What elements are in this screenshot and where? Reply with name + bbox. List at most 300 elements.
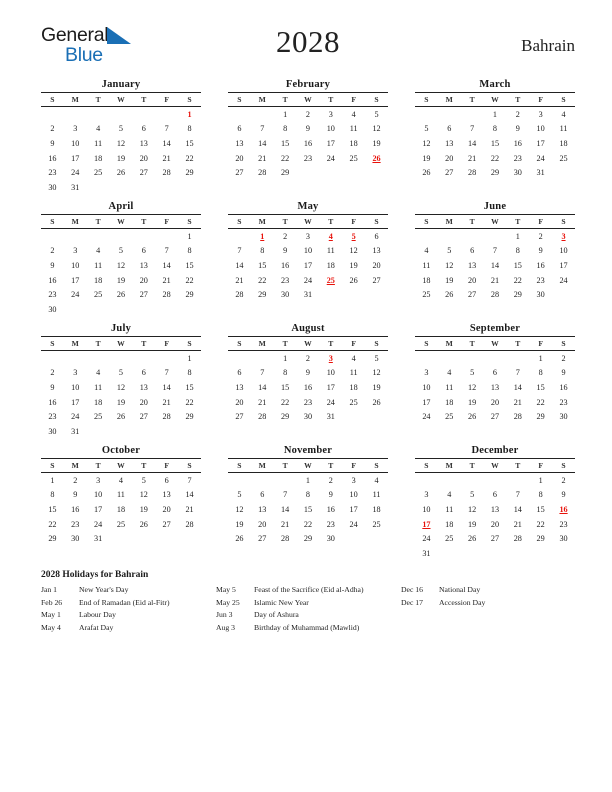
day-cell[interactable]: 2	[328, 475, 333, 485]
day-cell[interactable]: 1	[50, 475, 55, 485]
day-cell[interactable]: 15	[48, 504, 57, 514]
day-cell[interactable]: 20	[490, 519, 500, 529]
day-cell[interactable]: 21	[162, 275, 171, 285]
day-cell[interactable]: 21	[258, 397, 267, 407]
day-cell[interactable]: 27	[162, 519, 171, 529]
day-cell[interactable]: 14	[258, 382, 267, 392]
day-cell[interactable]: 16	[281, 260, 290, 270]
day-cell[interactable]: 23	[559, 397, 568, 407]
day-cell[interactable]: 6	[164, 475, 169, 485]
day-cell[interactable]: 14	[162, 260, 171, 270]
day-cell[interactable]: 19	[372, 382, 381, 392]
day-cell[interactable]: 31	[536, 168, 545, 178]
day-cell[interactable]: 25	[94, 168, 103, 178]
day-cell[interactable]: 9	[538, 246, 543, 256]
day-cell[interactable]: 15	[536, 504, 545, 514]
day-cell[interactable]: 2	[73, 475, 78, 485]
day-cell[interactable]: 12	[468, 504, 477, 514]
day-cell[interactable]: 18	[94, 153, 103, 163]
day-cell[interactable]: 16	[71, 504, 80, 514]
day-cell[interactable]: 25	[94, 290, 103, 300]
day-cell[interactable]: 4	[424, 246, 429, 256]
day-cell[interactable]: 5	[447, 246, 452, 256]
day-cell[interactable]: 1	[305, 475, 310, 485]
day-cell[interactable]: 11	[326, 246, 335, 256]
day-cell[interactable]: 19	[445, 275, 454, 285]
day-cell[interactable]: 15	[185, 260, 194, 270]
day-cell[interactable]: 31	[303, 290, 313, 300]
day-cell[interactable]: 13	[139, 382, 148, 392]
day-cell[interactable]: 6	[141, 246, 146, 256]
day-cell[interactable]: 9	[50, 138, 55, 148]
day-cell[interactable]: 3	[538, 109, 543, 119]
day-cell[interactable]: 24	[71, 290, 80, 300]
day-cell[interactable]: 13	[235, 382, 244, 392]
day-cell[interactable]: 26	[372, 397, 381, 407]
day-cell[interactable]: 17	[349, 504, 358, 514]
day-cell[interactable]: 28	[490, 290, 500, 300]
day-cell[interactable]: 9	[73, 490, 78, 500]
day-cell[interactable]: 10	[71, 260, 80, 270]
day-cell[interactable]: 20	[468, 275, 477, 285]
day-cell[interactable]: 2	[561, 353, 566, 363]
day-cell[interactable]: 21	[513, 519, 522, 529]
day-cell[interactable]: 5	[118, 368, 123, 378]
day-cell[interactable]: 31	[71, 182, 80, 192]
day-cell-holiday[interactable]: 3	[561, 231, 566, 241]
day-cell[interactable]: 7	[164, 246, 169, 256]
day-cell[interactable]: 25	[349, 153, 358, 163]
day-cell[interactable]: 17	[94, 504, 103, 514]
day-cell[interactable]: 19	[235, 519, 244, 529]
day-cell-holiday[interactable]: 5	[351, 231, 356, 241]
day-cell[interactable]: 14	[162, 382, 171, 392]
day-cell[interactable]: 15	[185, 382, 194, 392]
day-cell[interactable]: 27	[235, 412, 244, 422]
day-cell[interactable]: 19	[422, 153, 431, 163]
day-cell[interactable]: 6	[492, 368, 497, 378]
day-cell[interactable]: 9	[50, 382, 55, 392]
day-cell[interactable]: 23	[303, 153, 313, 163]
day-cell[interactable]: 22	[281, 153, 290, 163]
day-cell[interactable]: 28	[513, 534, 522, 544]
day-cell[interactable]: 1	[187, 231, 192, 241]
day-cell[interactable]: 18	[445, 519, 454, 529]
day-cell[interactable]: 23	[303, 397, 313, 407]
day-cell[interactable]: 1	[492, 109, 497, 119]
day-cell[interactable]: 6	[237, 368, 242, 378]
day-cell[interactable]: 22	[536, 397, 545, 407]
day-cell[interactable]: 23	[48, 290, 57, 300]
day-cell[interactable]: 9	[328, 490, 333, 500]
day-cell-holiday[interactable]: 25	[326, 275, 335, 285]
day-cell[interactable]: 27	[139, 412, 148, 422]
day-cell[interactable]: 10	[326, 368, 335, 378]
day-cell[interactable]: 18	[94, 397, 103, 407]
day-cell[interactable]: 25	[559, 153, 568, 163]
day-cell[interactable]: 28	[258, 412, 267, 422]
day-cell[interactable]: 2	[50, 246, 55, 256]
day-cell[interactable]: 23	[48, 412, 57, 422]
day-cell[interactable]: 24	[71, 412, 80, 422]
day-cell[interactable]: 30	[281, 290, 290, 300]
day-cell[interactable]: 20	[372, 260, 381, 270]
day-cell[interactable]: 19	[116, 397, 126, 407]
day-cell[interactable]: 18	[559, 138, 568, 148]
day-cell[interactable]: 9	[561, 490, 566, 500]
day-cell[interactable]: 2	[305, 353, 310, 363]
day-cell[interactable]: 21	[258, 153, 267, 163]
day-cell[interactable]: 18	[349, 382, 358, 392]
day-cell[interactable]: 3	[424, 490, 429, 500]
day-cell[interactable]: 26	[468, 534, 477, 544]
day-cell[interactable]: 20	[258, 519, 267, 529]
day-cell[interactable]: 19	[116, 275, 126, 285]
day-cell[interactable]: 12	[422, 138, 431, 148]
day-cell[interactable]: 9	[305, 368, 310, 378]
day-cell[interactable]: 31	[326, 412, 335, 422]
day-cell[interactable]: 4	[447, 368, 452, 378]
day-cell[interactable]: 19	[349, 260, 358, 270]
day-cell[interactable]: 12	[445, 260, 454, 270]
day-cell[interactable]: 8	[538, 490, 543, 500]
day-cell[interactable]: 25	[94, 412, 103, 422]
day-cell[interactable]: 12	[372, 124, 381, 134]
day-cell[interactable]: 12	[116, 382, 126, 392]
day-cell[interactable]: 10	[94, 490, 103, 500]
day-cell[interactable]: 27	[235, 168, 244, 178]
day-cell[interactable]: 16	[48, 275, 57, 285]
day-cell[interactable]: 22	[185, 275, 194, 285]
day-cell[interactable]: 4	[96, 246, 101, 256]
day-cell[interactable]: 20	[139, 397, 148, 407]
day-cell[interactable]: 20	[445, 153, 454, 163]
day-cell[interactable]: 10	[536, 124, 545, 134]
day-cell[interactable]: 17	[303, 260, 313, 270]
day-cell[interactable]: 12	[372, 368, 381, 378]
day-cell[interactable]: 14	[513, 382, 522, 392]
day-cell[interactable]: 25	[445, 534, 454, 544]
day-cell[interactable]: 26	[116, 290, 126, 300]
day-cell[interactable]: 3	[73, 124, 78, 134]
day-cell[interactable]: 10	[71, 382, 80, 392]
day-cell[interactable]: 25	[116, 519, 126, 529]
day-cell[interactable]: 8	[305, 490, 310, 500]
day-cell[interactable]: 18	[116, 504, 126, 514]
day-cell[interactable]: 23	[326, 519, 335, 529]
day-cell[interactable]: 15	[185, 138, 194, 148]
day-cell[interactable]: 5	[118, 246, 123, 256]
day-cell[interactable]: 28	[162, 412, 171, 422]
day-cell[interactable]: 24	[94, 519, 103, 529]
day-cell[interactable]: 23	[71, 519, 80, 529]
day-cell[interactable]: 22	[185, 397, 194, 407]
day-cell[interactable]: 27	[258, 534, 267, 544]
day-cell[interactable]: 24	[71, 168, 80, 178]
day-cell[interactable]: 24	[303, 275, 313, 285]
day-cell[interactable]: 29	[536, 412, 545, 422]
day-cell[interactable]: 15	[281, 138, 290, 148]
day-cell[interactable]: 13	[139, 138, 148, 148]
day-cell[interactable]: 11	[372, 490, 381, 500]
day-cell[interactable]: 28	[513, 412, 522, 422]
day-cell[interactable]: 16	[513, 138, 522, 148]
day-cell[interactable]: 6	[260, 490, 265, 500]
day-cell[interactable]: 6	[492, 490, 497, 500]
day-cell[interactable]: 3	[73, 368, 78, 378]
day-cell[interactable]: 22	[303, 519, 313, 529]
day-cell[interactable]: 12	[139, 490, 148, 500]
day-cell[interactable]: 4	[447, 490, 452, 500]
day-cell[interactable]: 22	[48, 519, 57, 529]
day-cell[interactable]: 4	[96, 124, 101, 134]
day-cell[interactable]: 16	[303, 382, 313, 392]
day-cell[interactable]: 20	[235, 153, 244, 163]
day-cell[interactable]: 2	[283, 231, 288, 241]
day-cell[interactable]: 3	[305, 231, 310, 241]
day-cell[interactable]: 25	[372, 519, 381, 529]
day-cell[interactable]: 28	[281, 534, 290, 544]
day-cell[interactable]: 21	[185, 504, 194, 514]
day-cell[interactable]: 18	[326, 260, 335, 270]
day-cell[interactable]: 14	[281, 504, 290, 514]
day-cell[interactable]: 30	[559, 534, 568, 544]
day-cell[interactable]: 13	[139, 260, 148, 270]
day-cell[interactable]: 19	[139, 504, 148, 514]
day-cell[interactable]: 30	[71, 534, 80, 544]
day-cell[interactable]: 18	[445, 397, 454, 407]
day-cell[interactable]: 18	[372, 504, 381, 514]
day-cell[interactable]: 7	[164, 124, 169, 134]
day-cell[interactable]: 2	[561, 475, 566, 485]
day-cell[interactable]: 26	[468, 412, 477, 422]
day-cell[interactable]: 14	[513, 504, 522, 514]
day-cell-holiday[interactable]: 26	[372, 153, 381, 163]
day-cell[interactable]: 10	[303, 246, 313, 256]
day-cell[interactable]: 11	[94, 382, 103, 392]
day-cell[interactable]: 18	[422, 275, 431, 285]
day-cell[interactable]: 14	[235, 260, 244, 270]
day-cell-holiday[interactable]: 17	[422, 519, 431, 529]
day-cell[interactable]: 12	[468, 382, 477, 392]
day-cell[interactable]: 24	[326, 153, 335, 163]
day-cell[interactable]: 17	[71, 153, 80, 163]
day-cell[interactable]: 11	[422, 260, 431, 270]
day-cell[interactable]: 13	[490, 382, 500, 392]
day-cell[interactable]: 15	[258, 260, 267, 270]
day-cell[interactable]: 29	[185, 412, 194, 422]
day-cell[interactable]: 20	[139, 275, 148, 285]
day-cell[interactable]: 4	[96, 368, 101, 378]
day-cell[interactable]: 12	[116, 260, 126, 270]
day-cell-holiday[interactable]: 1	[260, 231, 265, 241]
day-cell[interactable]: 8	[538, 368, 543, 378]
day-cell[interactable]: 11	[349, 124, 358, 134]
day-cell[interactable]: 6	[447, 124, 452, 134]
day-cell[interactable]: 11	[94, 260, 103, 270]
day-cell[interactable]: 7	[470, 124, 475, 134]
day-cell[interactable]: 23	[513, 153, 522, 163]
day-cell[interactable]: 29	[185, 290, 194, 300]
day-cell[interactable]: 7	[492, 246, 497, 256]
day-cell[interactable]: 24	[422, 534, 431, 544]
day-cell[interactable]: 2	[538, 231, 543, 241]
day-cell[interactable]: 4	[351, 109, 356, 119]
day-cell[interactable]: 1	[187, 353, 192, 363]
day-cell[interactable]: 23	[281, 275, 290, 285]
day-cell[interactable]: 5	[374, 353, 379, 363]
day-cell[interactable]: 10	[326, 124, 335, 134]
day-cell[interactable]: 23	[48, 168, 57, 178]
day-cell[interactable]: 29	[281, 168, 290, 178]
day-cell[interactable]: 29	[48, 534, 57, 544]
day-cell[interactable]: 3	[424, 368, 429, 378]
day-cell[interactable]: 13	[468, 260, 477, 270]
day-cell[interactable]: 26	[116, 412, 126, 422]
day-cell[interactable]: 17	[326, 138, 335, 148]
day-cell[interactable]: 28	[235, 290, 244, 300]
day-cell[interactable]: 20	[162, 504, 171, 514]
day-cell[interactable]: 2	[50, 368, 55, 378]
day-cell[interactable]: 21	[162, 397, 171, 407]
day-cell[interactable]: 31	[71, 426, 80, 436]
day-cell[interactable]: 30	[559, 412, 568, 422]
day-cell[interactable]: 10	[559, 246, 568, 256]
day-cell[interactable]: 5	[470, 490, 475, 500]
day-cell[interactable]: 16	[48, 397, 57, 407]
day-cell[interactable]: 8	[187, 368, 192, 378]
day-cell[interactable]: 25	[422, 290, 431, 300]
day-cell[interactable]: 10	[422, 382, 431, 392]
day-cell[interactable]: 20	[235, 397, 244, 407]
day-cell[interactable]: 3	[328, 109, 333, 119]
day-cell[interactable]: 17	[559, 260, 568, 270]
day-cell[interactable]: 11	[559, 124, 568, 134]
day-cell[interactable]: 27	[372, 275, 381, 285]
day-cell[interactable]: 9	[561, 368, 566, 378]
day-cell[interactable]: 16	[536, 260, 545, 270]
day-cell[interactable]: 22	[258, 275, 267, 285]
day-cell[interactable]: 5	[118, 124, 123, 134]
day-cell[interactable]: 12	[349, 246, 358, 256]
day-cell[interactable]: 1	[538, 475, 543, 485]
day-cell[interactable]: 14	[185, 490, 194, 500]
day-cell[interactable]: 13	[372, 246, 381, 256]
day-cell[interactable]: 8	[515, 246, 520, 256]
day-cell[interactable]: 8	[187, 246, 192, 256]
day-cell[interactable]: 16	[326, 504, 335, 514]
day-cell[interactable]: 16	[48, 153, 57, 163]
day-cell[interactable]: 27	[468, 290, 477, 300]
day-cell[interactable]: 10	[71, 138, 80, 148]
day-cell[interactable]: 24	[326, 397, 335, 407]
day-cell[interactable]: 31	[422, 548, 431, 558]
day-cell[interactable]: 21	[513, 397, 522, 407]
day-cell[interactable]: 19	[372, 138, 381, 148]
day-cell[interactable]: 2	[305, 109, 310, 119]
day-cell[interactable]: 4	[351, 353, 356, 363]
day-cell[interactable]: 19	[468, 397, 477, 407]
day-cell[interactable]: 8	[187, 124, 192, 134]
day-cell[interactable]: 20	[139, 153, 148, 163]
day-cell[interactable]: 28	[468, 168, 477, 178]
day-cell[interactable]: 6	[141, 124, 146, 134]
day-cell[interactable]: 6	[141, 368, 146, 378]
day-cell[interactable]: 27	[490, 412, 500, 422]
day-cell[interactable]: 21	[235, 275, 244, 285]
day-cell[interactable]: 3	[351, 475, 356, 485]
day-cell[interactable]: 7	[515, 368, 520, 378]
day-cell[interactable]: 4	[561, 109, 566, 119]
day-cell[interactable]: 1	[515, 231, 520, 241]
day-cell[interactable]: 1	[538, 353, 543, 363]
day-cell[interactable]: 28	[162, 290, 171, 300]
day-cell[interactable]: 14	[490, 260, 500, 270]
day-cell[interactable]: 21	[490, 275, 500, 285]
day-cell[interactable]: 13	[445, 138, 454, 148]
day-cell[interactable]: 13	[235, 138, 244, 148]
day-cell[interactable]: 8	[283, 124, 288, 134]
day-cell[interactable]: 24	[559, 275, 568, 285]
day-cell[interactable]: 16	[559, 382, 568, 392]
day-cell[interactable]: 15	[281, 382, 290, 392]
day-cell[interactable]: 23	[536, 275, 545, 285]
day-cell[interactable]: 6	[470, 246, 475, 256]
day-cell[interactable]: 5	[424, 124, 429, 134]
day-cell[interactable]: 2	[515, 109, 520, 119]
day-cell[interactable]: 26	[116, 168, 126, 178]
day-cell[interactable]: 30	[326, 534, 335, 544]
day-cell[interactable]: 26	[349, 275, 358, 285]
day-cell[interactable]: 22	[185, 153, 194, 163]
day-cell-holiday[interactable]: 16	[559, 504, 568, 514]
day-cell[interactable]: 5	[470, 368, 475, 378]
day-cell[interactable]: 4	[118, 475, 123, 485]
day-cell[interactable]: 1	[283, 353, 288, 363]
day-cell[interactable]: 29	[303, 534, 313, 544]
day-cell[interactable]: 21	[162, 153, 171, 163]
day-cell[interactable]: 8	[260, 246, 265, 256]
day-cell[interactable]: 18	[94, 275, 103, 285]
day-cell[interactable]: 26	[139, 519, 148, 529]
day-cell[interactable]: 7	[164, 368, 169, 378]
day-cell[interactable]: 3	[96, 475, 101, 485]
day-cell[interactable]: 6	[237, 124, 242, 134]
day-cell[interactable]: 27	[139, 168, 148, 178]
day-cell[interactable]: 14	[162, 138, 171, 148]
day-cell[interactable]: 12	[116, 138, 126, 148]
day-cell[interactable]: 15	[303, 504, 313, 514]
day-cell[interactable]: 30	[48, 182, 57, 192]
day-cell[interactable]: 11	[445, 382, 454, 392]
day-cell[interactable]: 28	[258, 168, 267, 178]
day-cell[interactable]: 27	[139, 290, 148, 300]
day-cell[interactable]: 29	[258, 290, 267, 300]
day-cell[interactable]: 30	[513, 168, 522, 178]
day-cell[interactable]: 11	[445, 504, 454, 514]
day-cell[interactable]: 27	[445, 168, 454, 178]
day-cell-holiday[interactable]: 1	[187, 109, 192, 119]
day-cell[interactable]: 14	[468, 138, 477, 148]
day-cell[interactable]: 24	[422, 412, 431, 422]
day-cell[interactable]: 13	[490, 504, 500, 514]
day-cell[interactable]: 9	[50, 260, 55, 270]
day-cell[interactable]: 15	[513, 260, 522, 270]
day-cell[interactable]: 24	[349, 519, 358, 529]
day-cell[interactable]: 29	[185, 168, 194, 178]
day-cell[interactable]: 7	[260, 368, 265, 378]
day-cell[interactable]: 20	[490, 397, 500, 407]
